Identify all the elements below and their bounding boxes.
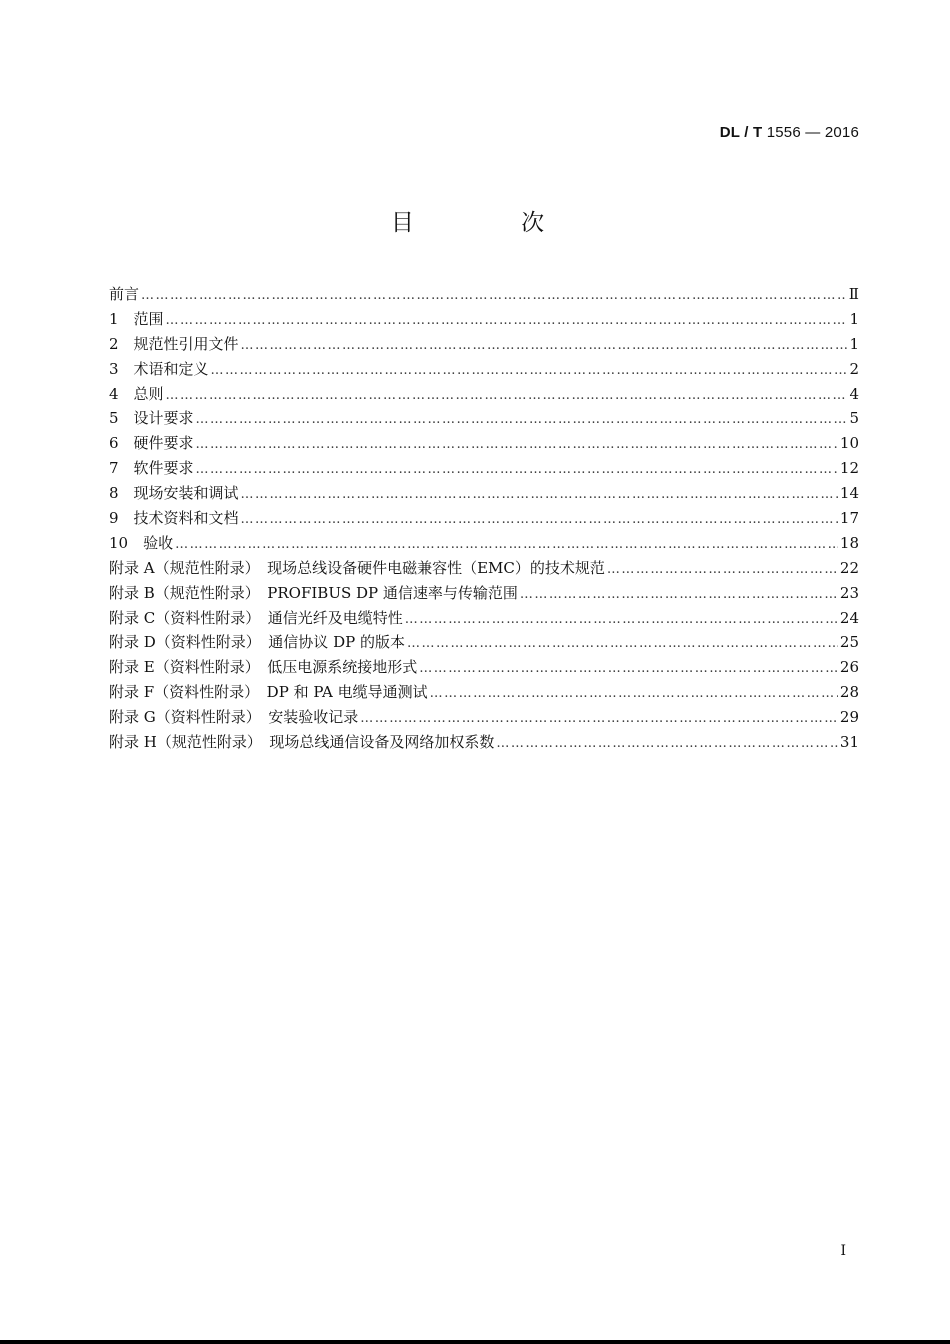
toc-leader-dots <box>241 512 838 527</box>
toc-leader-dots <box>430 686 838 701</box>
toc-entry[interactable] <box>109 706 859 731</box>
toc-entry[interactable] <box>109 507 859 532</box>
toc-leader-dots <box>196 412 848 427</box>
toc-entry[interactable] <box>109 731 859 756</box>
toc-leader-dots <box>241 487 838 502</box>
toc-entry-label: 附录 C（资料性附录） 通信光纤及电缆特性 <box>109 608 403 627</box>
toc-entry[interactable] <box>109 656 859 681</box>
toc-entry-page: 24 <box>839 608 859 627</box>
toc-entry-page: Ⅱ <box>848 285 859 303</box>
toc-entry-label: 附录 E（资料性附录） 低压电源系统接地形式 <box>109 658 418 677</box>
toc-entry-label: 4 总则 <box>109 384 164 403</box>
toc-leader-dots <box>196 437 838 452</box>
toc-leader-dots <box>166 388 848 403</box>
toc-entry[interactable] <box>109 607 859 632</box>
toc-entry-page: 22 <box>839 558 859 577</box>
toc-entry[interactable] <box>109 457 859 482</box>
toc-entry-page: 2 <box>849 359 859 378</box>
toc-entry[interactable] <box>109 681 859 706</box>
toc-entry-page: 17 <box>839 509 859 528</box>
toc-entry[interactable] <box>109 631 859 656</box>
toc-leader-dots <box>141 288 847 303</box>
toc-entry[interactable] <box>109 557 859 582</box>
toc-leader-dots <box>419 661 838 676</box>
toc-leader-dots <box>496 736 838 751</box>
toc-entry[interactable] <box>109 333 859 358</box>
toc-leader-dots <box>175 537 838 552</box>
toc-entry-page: 12 <box>839 459 859 478</box>
document-code <box>720 124 859 141</box>
toc-leader-dots <box>360 711 838 726</box>
toc-entry-label: 附录 G（资料性附录） 安装验收记录 <box>109 708 359 727</box>
toc-entry[interactable] <box>109 383 859 408</box>
toc-entry-label: 附录 B（规范性附录） PROFIBUS DP 通信速率与传输范围 <box>109 583 518 602</box>
toc-entry-page: 25 <box>839 633 859 652</box>
toc-leader-dots <box>405 612 838 627</box>
toc-entry[interactable] <box>109 308 859 333</box>
toc-leader-dots <box>196 462 838 477</box>
doc-code-number: 1556 — 2016 <box>762 124 859 141</box>
toc-entry[interactable] <box>109 358 859 383</box>
toc-entry-label: 6 硬件要求 <box>109 434 194 453</box>
toc-entry-page: 1 <box>849 309 859 328</box>
toc-leader-dots <box>241 338 848 353</box>
toc-entry-label: 2 规范性引用文件 <box>109 334 239 353</box>
bottom-rule <box>0 1340 950 1344</box>
toc-entry-label: 1 范围 <box>109 309 164 328</box>
toc-entry-page: 5 <box>849 409 859 428</box>
toc-entry-label: 5 设计要求 <box>109 409 194 428</box>
toc-entry-page: 23 <box>839 583 859 602</box>
toc-leader-dots <box>607 562 838 577</box>
toc-entry[interactable] <box>109 582 859 607</box>
toc-entry-page: 31 <box>839 733 859 752</box>
toc-entry-page: 1 <box>849 334 859 353</box>
toc-entry[interactable] <box>109 482 859 507</box>
toc-entry-page: 18 <box>839 533 859 552</box>
toc-entry-label: 附录 F（资料性附录） DP 和 PA 电缆导通测试 <box>109 683 428 702</box>
toc-entry-page: 10 <box>839 434 859 453</box>
toc-entry-label: 附录 A（规范性附录） 现场总线设备硬件电磁兼容性（EMC）的技术规范 <box>109 558 605 577</box>
toc-entry-label: 8 现场安装和调试 <box>109 484 239 503</box>
toc-entry-label: 9 技术资料和文档 <box>109 509 239 528</box>
toc-entry-page: 29 <box>839 708 859 727</box>
toc-entry-label: 附录 D（资料性附录） 通信协议 DP 的版本 <box>109 633 405 652</box>
toc-entry-page: 14 <box>839 484 859 503</box>
toc-leader-dots <box>407 636 838 651</box>
toc-entry-label: 7 软件要求 <box>109 459 194 478</box>
table-of-contents <box>109 283 859 756</box>
toc-leader-dots <box>166 313 848 328</box>
toc-entry-label: 10 验收 <box>109 533 174 552</box>
toc-entry[interactable] <box>109 407 859 432</box>
toc-entry-label: 3 术语和定义 <box>109 359 209 378</box>
doc-code-prefix: DL / T <box>719 124 763 141</box>
toc-entry-page: 26 <box>839 658 859 677</box>
toc-entry-label: 前言 <box>109 285 140 303</box>
page-title: 目 次 <box>390 210 595 236</box>
toc-leader-dots <box>211 363 848 378</box>
toc-entry-label: 附录 H（规范性附录） 现场总线通信设备及网络加权系数 <box>109 733 495 752</box>
toc-leader-dots <box>520 587 838 602</box>
toc-entry[interactable] <box>109 283 859 308</box>
toc-entry[interactable] <box>109 432 859 457</box>
toc-entry[interactable] <box>109 532 859 557</box>
page-number: I <box>840 1243 846 1259</box>
toc-entry-page: 28 <box>839 683 859 702</box>
toc-entry-page: 4 <box>849 384 859 403</box>
